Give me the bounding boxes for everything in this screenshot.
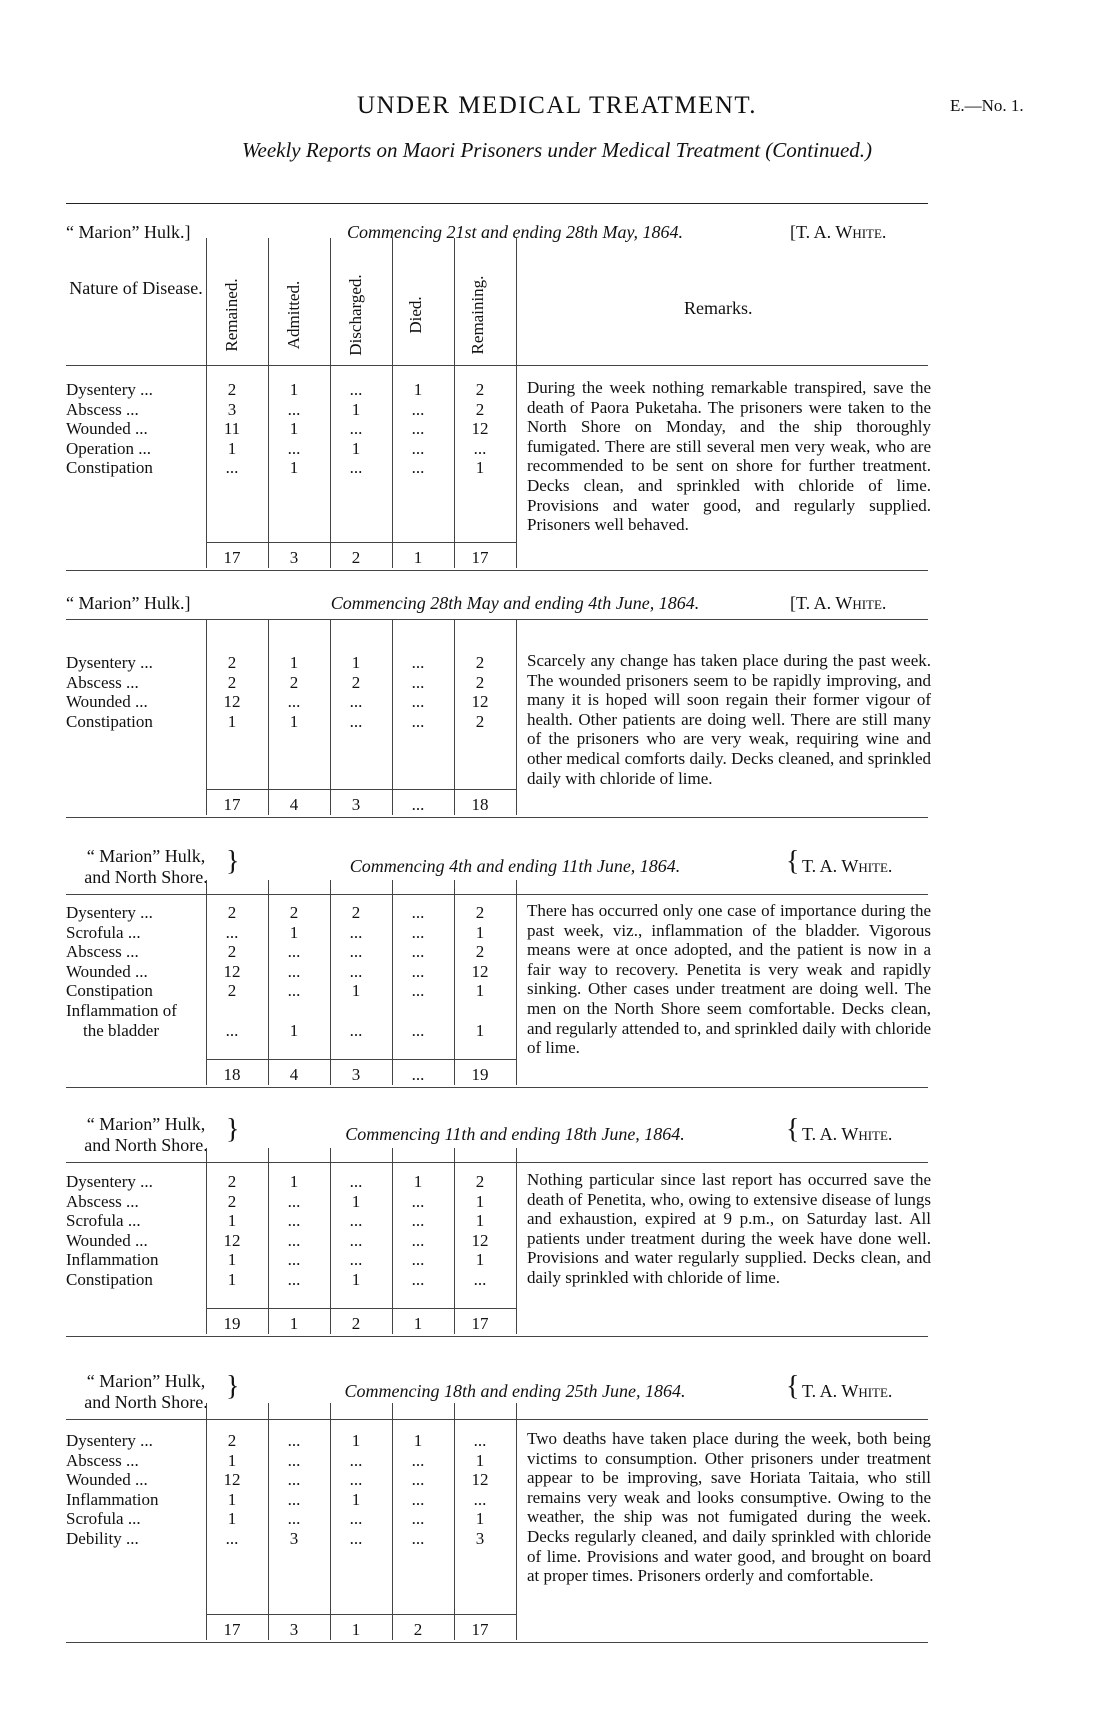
total-cell: 3 [289,548,299,567]
table-cell: ... [411,1191,425,1211]
table-cell: 2 [227,653,237,672]
table-cell: ... [349,942,363,962]
table-cell: ... [225,922,239,942]
table-cell: ... [349,1211,363,1231]
table-cell: 1 [475,1020,485,1040]
table-cell: 1 [289,380,299,399]
column-remaining: Remaining. [468,275,487,355]
ship-name: “ Marion” Hulk.] [66,593,191,613]
disease-name: Wounded ... [66,692,148,712]
table-cell: ... [411,981,425,1001]
column-rule [516,880,517,1085]
table-cell: ... [411,419,425,439]
table-cell: 12 [471,961,489,981]
table-cell: ... [411,1211,425,1231]
table-cell: ... [349,692,363,712]
table-cell: 12 [223,1230,241,1250]
table-cell: ... [349,1230,363,1250]
table-cell: ... [411,1470,425,1490]
table-cell: 2 [227,942,237,962]
table-cell: 1 [289,711,299,731]
doctor-name: T. A. White. [802,1381,893,1401]
table-cell: ... [473,1489,487,1509]
table-cell: ... [411,438,425,458]
disease-name: Dysentery ... [66,380,153,399]
section-rule [66,817,928,818]
table-cell: 2 [227,1191,237,1211]
column-died: Died. [406,296,425,334]
doctor-name: [T. A. White. [790,222,887,242]
table-cell: 2 [475,942,485,962]
brace-icon: } [226,846,240,877]
disease-name: Constipation [66,711,153,731]
table-cell: 1 [289,458,299,478]
disease-name: Abscess ... [66,942,139,962]
table-cell: ... [473,1431,487,1450]
disease-name: Debility ... [66,1529,139,1548]
page-title: UNDER MEDICAL TREATMENT. [356,92,758,119]
document-reference: E.—No. 1. [950,96,1024,115]
table-cell: ... [287,1211,301,1231]
total-cell: 2 [351,548,361,567]
total-cell: 3 [289,1620,299,1639]
disease-name: Operation ... [66,438,151,458]
total-cell: 17 [223,1620,241,1639]
table-cell: ... [411,458,425,478]
ship-location: and North Shore. [84,1135,208,1155]
ship-location: and North Shore. [84,867,208,887]
table-cell: ... [411,653,425,672]
table-cell: ... [287,1489,301,1509]
table-cell: ... [287,1470,301,1490]
table-cell: 2 [475,711,485,731]
rule [66,203,928,204]
table-cell: 1 [475,981,485,1001]
total-cell: 1 [289,1314,299,1333]
table-cell: ... [349,380,363,399]
table-cell: ... [287,399,301,419]
table-cell: 11 [223,419,241,439]
table-cell: 2 [475,380,485,399]
table-cell: 1 [227,1250,237,1270]
total-cell: 19 [223,1314,241,1333]
total-cell: 3 [351,1065,361,1084]
disease-name: Wounded ... [66,961,148,981]
table-cell: 1 [475,458,485,478]
table-cell: 2 [289,672,299,692]
doctor-name: T. A. White. [802,1124,893,1144]
table-cell: 2 [475,653,485,672]
table-cell: ... [349,1529,363,1548]
doctor-name: T. A. White. [802,856,893,876]
table-cell: 1 [289,419,299,439]
column-admitted: Admitted. [284,280,303,350]
table-cell: 1 [413,380,423,399]
table-cell: 12 [471,419,489,439]
table-cell: 2 [475,1172,485,1191]
table-cell: 12 [471,1230,489,1250]
table-cell: ... [287,981,301,1001]
remarks-text: Nothing particular since last report has occurred save the death of Penetita, who, owing to extensive disease of lungs and exhaustion, expired at 9 p.m., on Saturday last. All patients under treatment during the week have done well. Provisions and water regularly supplied. Decks clean, and daily sprinkled with chloride of lime. [527,1170,931,1287]
table-cell: ... [349,1250,363,1270]
table-cell: 2 [227,981,237,1001]
remarks-text: Two deaths have taken place during the week, both being victims to consumption. Other prisoners under treatment appear to be improving, save Horiata Taitaia, who still remains very weak and looks consumptive. Owing to the weather, the ship was not fumigated during the week. Decks regularly cleaned, and daily sprinkled with chloride of lime. Provisions and water good, and brought on board at proper times. Prisoners orderly and comfortable. [527,1429,931,1586]
table-cell: ... [225,458,239,478]
table-cell: 3 [227,399,237,419]
header-rule [66,619,928,620]
disease-name: Inflammation [66,1250,159,1270]
table-cell: ... [349,1470,363,1490]
total-cell: 17 [471,1620,489,1639]
table-cell: ... [349,1450,363,1470]
remarks-text: During the week nothing remarkable transpired, save the death of Paora Puketaha. The prisoners were taken to the North Shore on Monday, and the ship thoroughly fumigated. There are still several men very weak, who are recommended to be sent on shore for further treatment. Decks clean, and sprinkled with chloride of lime. Provisions and water good, and regularly supplied. Prisoners well behaved. [527,378,931,535]
table-cell: 1 [227,1509,237,1529]
table-cell: ... [411,942,425,962]
column-remarks: Remarks. [684,298,753,318]
table-cell: ... [473,438,487,458]
table-cell: 2 [475,399,485,419]
table-cell: 1 [227,1450,237,1470]
table-cell: 3 [475,1529,485,1548]
total-cell: 1 [413,1314,423,1333]
table-cell: 2 [227,672,237,692]
brace-icon: } [226,1371,240,1402]
table-cell: 1 [351,1270,361,1289]
table-cell: ... [287,1431,301,1450]
disease-name: the bladder [66,1020,159,1040]
table-cell: ... [411,961,425,981]
table-cell: 3 [289,1529,299,1548]
table-cell: 1 [351,399,361,419]
table-cell: ... [411,1529,425,1548]
table-cell: 1 [475,1250,485,1270]
table-cell: ... [287,1270,301,1289]
column-nature: Nature of Disease. [69,278,203,298]
table-cell: 2 [475,903,485,922]
brace-icon: { [786,846,800,877]
total-cell: 3 [351,795,361,814]
ship-name: “ Marion” Hulk, [86,1114,206,1134]
column-rule [516,620,517,815]
disease-name: Dysentery ... [66,653,153,672]
doctor-name: [T. A. White. [790,593,887,613]
table-cell: 1 [227,711,237,731]
table-cell: ... [411,1509,425,1529]
brace-icon: { [786,1371,800,1402]
table-cell: ... [225,1529,239,1548]
table-cell: ... [349,419,363,439]
table-cell: 2 [351,672,361,692]
total-cell: 4 [289,1065,299,1084]
table-cell: ... [349,711,363,731]
disease-name: Scrofula ... [66,922,141,942]
disease-name: Abscess ... [66,1450,139,1470]
ship-name: “ Marion” Hulk, [86,846,206,866]
disease-name: Inflammation [66,1489,159,1509]
table-cell: ... [349,1172,363,1191]
table-cell: 1 [475,1191,485,1211]
total-cell: 18 [223,1065,241,1084]
total-cell: 17 [223,548,241,567]
total-cell: 1 [413,548,423,567]
table-cell: 1 [475,1211,485,1231]
table-cell: 2 [227,1431,237,1450]
table-cell: 1 [351,438,361,458]
table-cell: ... [411,1020,425,1040]
table-cell: 12 [223,692,241,712]
disease-name: Constipation [66,1270,153,1289]
column-discharged: Discharged. [346,274,365,356]
total-rule [206,789,516,790]
table-cell: ... [287,961,301,981]
table-cell: ... [287,692,301,712]
disease-name: Wounded ... [66,419,148,439]
table-cell: 1 [227,1211,237,1231]
table-cell: ... [287,1509,301,1529]
table-cell: 2 [227,903,237,922]
disease-name: Inflammation of [66,1001,177,1020]
total-cell: 18 [471,795,489,814]
table-cell: 1 [351,653,361,672]
table-cell: ... [349,1509,363,1529]
table-cell: 1 [475,1450,485,1470]
table-cell: ... [411,1230,425,1250]
total-rule [206,1614,516,1615]
brace-icon: { [786,1114,800,1145]
table-cell: ... [287,1450,301,1470]
column-remained: Remained. [222,278,241,352]
table-cell: ... [287,1230,301,1250]
total-cell: 4 [289,795,299,814]
disease-name: Abscess ... [66,399,139,419]
section-rule [66,570,928,571]
table-cell: ... [287,1250,301,1270]
disease-name: Abscess ... [66,1191,139,1211]
disease-name: Wounded ... [66,1230,148,1250]
table-cell: 1 [351,1191,361,1211]
table-cell: 12 [471,692,489,712]
table-cell: 1 [289,1172,299,1191]
table-cell: 1 [227,438,237,458]
disease-name: Abscess ... [66,672,139,692]
page-subtitle: Weekly Reports on Maori Prisoners under Medical Treatment (Continued.) [241,138,873,162]
table-cell: ... [349,922,363,942]
column-rule [516,1403,517,1640]
table-cell: ... [411,399,425,419]
table-cell: 1 [227,1270,237,1289]
total-rule [206,542,516,543]
column-rule [516,238,517,568]
total-cell: 17 [471,1314,489,1333]
table-cell: ... [411,1270,425,1289]
table-cell: 1 [475,922,485,942]
table-cell: 12 [223,1470,241,1490]
total-cell: 2 [351,1314,361,1333]
table-cell: 1 [351,1489,361,1509]
disease-name: Constipation [66,458,153,478]
section-rule [66,1087,928,1088]
total-cell: 1 [351,1620,361,1639]
disease-name: Dysentery ... [66,1172,153,1191]
total-cell: ... [411,1065,425,1084]
column-rule [516,1148,517,1334]
table-cell: ... [287,438,301,458]
table-cell: 2 [227,380,237,399]
ship-location: and North Shore. [84,1392,208,1412]
ship-name: “ Marion” Hulk, [86,1371,206,1391]
table-cell: 1 [289,653,299,672]
total-cell: 17 [223,795,241,814]
total-rule [206,1059,516,1060]
table-cell: ... [411,672,425,692]
section-rule [66,1336,928,1337]
report-period: Commencing 4th and ending 11th June, 1864. [349,856,681,876]
table-cell: 1 [351,981,361,1001]
brace-icon: } [226,1114,240,1145]
table-cell: 12 [223,961,241,981]
disease-name: Scrofula ... [66,1211,141,1231]
report-period: Commencing 21st and ending 28th May, 1864. [347,222,683,242]
disease-name: Dysentery ... [66,1431,153,1450]
table-cell: ... [349,1020,363,1040]
table-cell: 2 [289,903,299,922]
disease-name: Constipation [66,981,153,1001]
table-cell: 1 [227,1489,237,1509]
disease-name: Wounded ... [66,1470,148,1490]
table-cell: 2 [475,672,485,692]
remarks-text: Scarcely any change has taken place during the past week. The wounded prisoners seem to be rapidly improving, and many it is hoped will soon regain their former vigour of health. Other patients are doing well. There are still many of the prisoners who are very weak, requiring wine and other medical comforts daily. Decks cleaned, and sprinkled daily with chloride of lime. [527,651,931,788]
table-cell: 1 [475,1509,485,1529]
total-cell: ... [411,795,425,814]
total-cell: 2 [413,1620,423,1639]
table-cell: ... [411,1450,425,1470]
table-cell: 1 [351,1431,361,1450]
report-period: Commencing 28th May and ending 4th June, 1864. [330,593,700,613]
table-cell: 1 [413,1431,423,1450]
disease-name: Scrofula ... [66,1509,141,1529]
table-cell: ... [411,1250,425,1270]
table-cell: ... [287,942,301,962]
header-rule [66,894,928,895]
table-cell: ... [225,1020,239,1040]
table-cell: ... [349,458,363,478]
header-rule [66,1419,928,1420]
disease-name: Dysentery ... [66,903,153,922]
table-cell: 12 [471,1470,489,1490]
table-cell: ... [411,1489,425,1509]
total-cell: 19 [471,1065,489,1084]
table-cell: ... [411,692,425,712]
table-cell: 1 [413,1172,423,1191]
table-cell: 2 [227,1172,237,1191]
total-rule [206,1308,516,1309]
table-cell: ... [473,1270,487,1289]
remarks-text: There has occurred only one case of importance during the past week, viz., inflammation of the bladder. Vigorous means were at once adopted, and the patient is now in a fair way to recovery. Penetita is very weak and rapidly sinking. Other cases under treatment are doing well. The men on the North Shore seem comfortable. Decks clean, and regularly attended to, and sprinkled daily with chloride of lime. [527,901,931,1058]
section-rule [66,1642,928,1643]
table-cell: ... [411,711,425,731]
table-cell: ... [287,1191,301,1211]
ship-name: “ Marion” Hulk.] [66,222,191,242]
total-cell: 17 [471,548,489,567]
table-cell: ... [411,903,425,922]
table-cell: 1 [289,922,299,942]
table-cell: ... [349,961,363,981]
header-rule [66,1162,928,1163]
header-rule [66,365,928,366]
table-cell: ... [411,922,425,942]
report-period: Commencing 18th and ending 25th June, 1864. [344,1381,686,1401]
report-period: Commencing 11th and ending 18th June, 1864. [345,1124,685,1144]
table-cell: 1 [289,1020,299,1040]
table-cell: 2 [351,903,361,922]
